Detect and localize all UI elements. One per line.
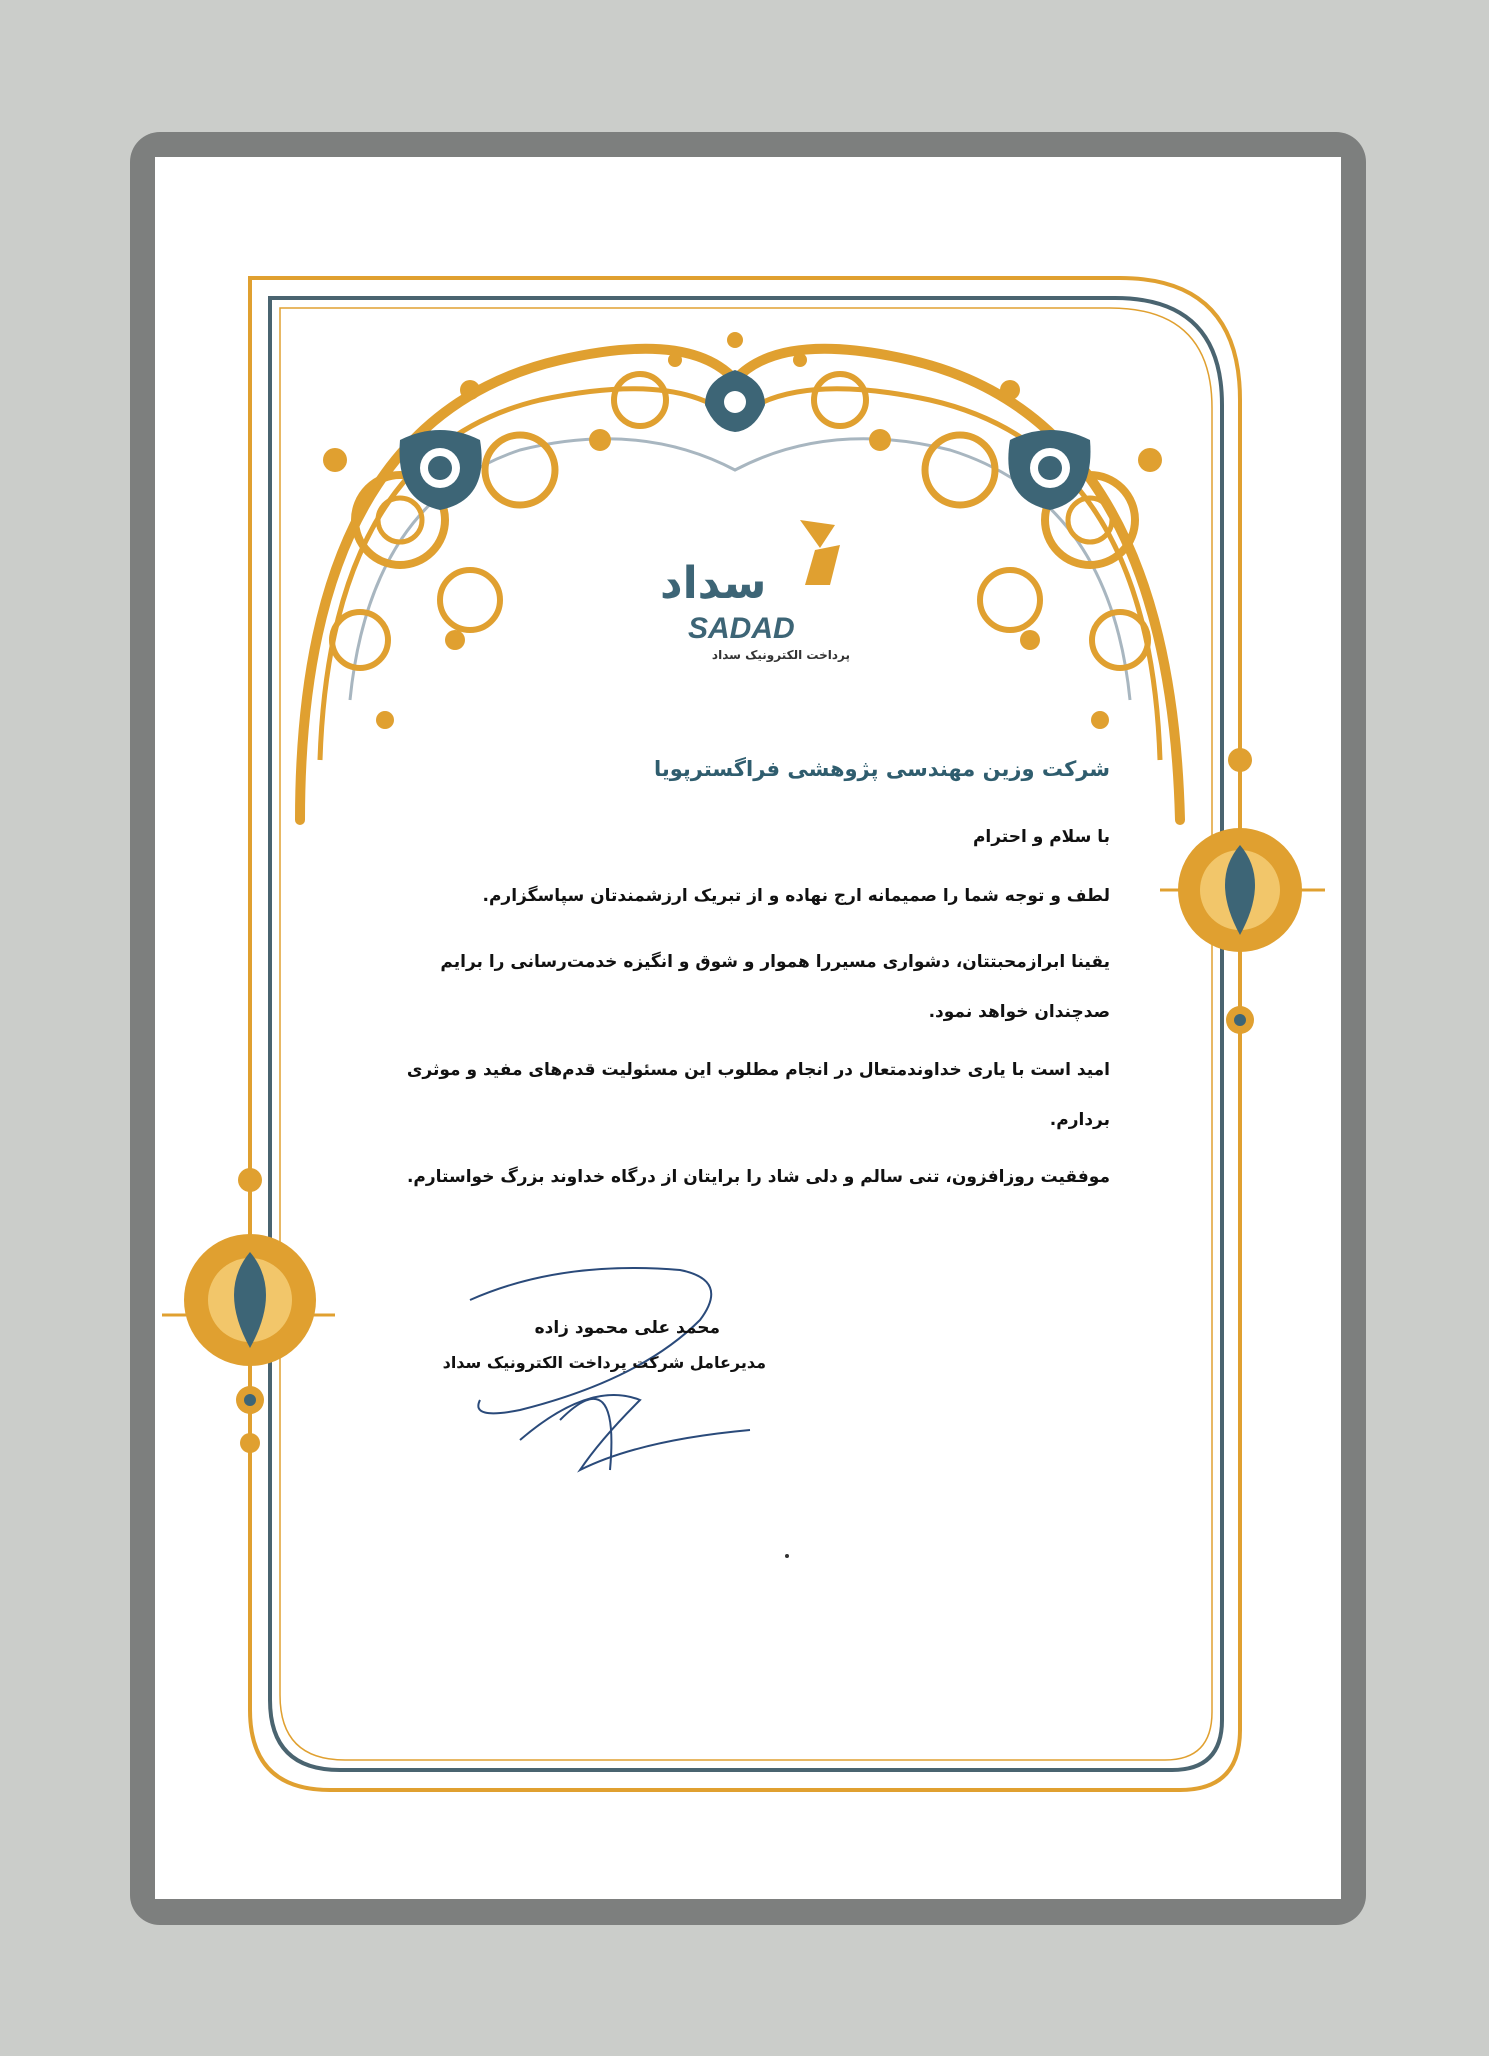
signer-name: محمد علی محمود زاده (534, 1318, 720, 1338)
logo-tagline: پرداخت الکترونیک سداد (711, 648, 850, 662)
letter-paragraph-3-line-2: بردارم. (1049, 1110, 1110, 1130)
letter-paragraph-2-line-2: صدچندان خواهد نمود. (928, 1002, 1110, 1022)
left-medallion (162, 1160, 335, 1460)
letter-paragraph-4: موفقیت روزافزون، تنی سالم و دلی شاد را برایتان از درگاه خداوند بزرگ خواستارم. (406, 1167, 1110, 1187)
logo-mark-english: SADAD (688, 612, 795, 645)
logo-mark-persian: سداد (660, 558, 767, 609)
teal-border-line (270, 298, 1222, 1770)
signer-title: مدیرعامل شرکت پرداخت الکترونیک سداد (442, 1353, 766, 1372)
letter-paragraph-3-line-1: امید است با یاری خداوندمتعال در انجام مطلوب این مسئولیت قدم‌های مفید و موثری (406, 1060, 1110, 1080)
letter-paragraph-2-line-1: یقینا ابرازمحبتتان، دشواری مسیررا هموار و شوق و انگیزه خدمت‌رسانی را برایم (440, 952, 1110, 972)
salutation: با سلام و احترام (972, 827, 1110, 847)
letter-paragraph-1: لطف و توجه شما را صمیمانه ارج نهاده و از تبریک ارزشمندتان سپاسگزارم. (482, 886, 1110, 906)
recipient-company: شرکت وزین مهندسی پژوهشی فراگسترپویا (653, 757, 1110, 781)
right-medallion (1160, 725, 1325, 1050)
